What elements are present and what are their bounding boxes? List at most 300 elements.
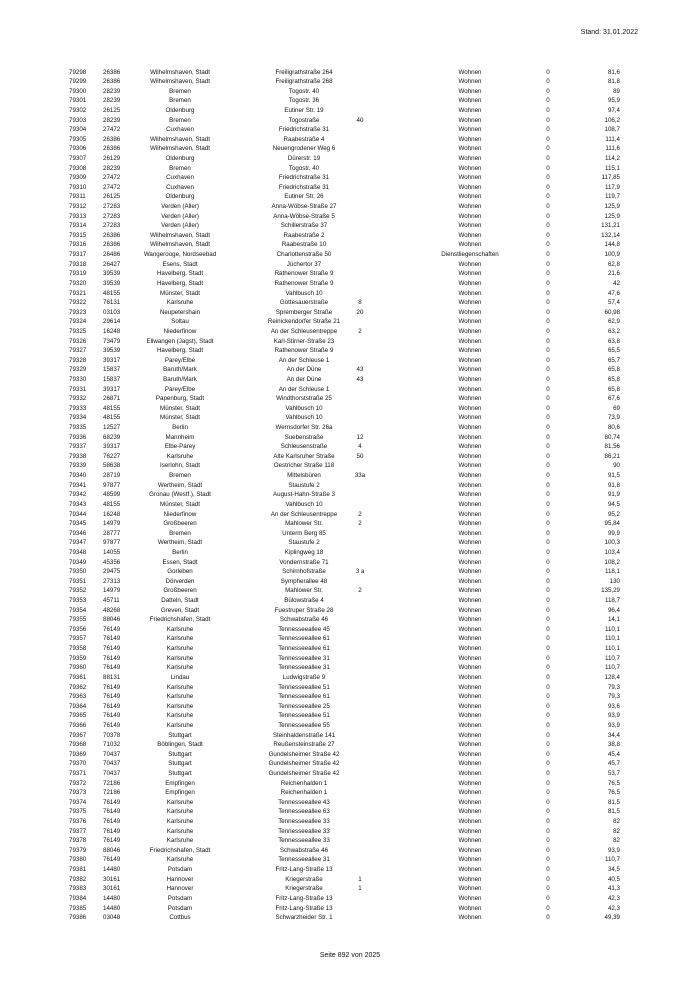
cell-postal-code: 28777 xyxy=(103,529,121,537)
table-row xyxy=(66,365,640,375)
cell-street: Bülowstraße 4 xyxy=(284,597,324,605)
cell-flag: 0 xyxy=(546,904,550,912)
cell-postal-code: 26486 xyxy=(103,251,121,259)
cell-postal-code: 76149 xyxy=(103,635,121,643)
cell-area: 132,14 xyxy=(601,231,620,239)
cell-usage: Wohnen xyxy=(458,568,482,576)
cell-city: Hannover xyxy=(166,885,194,893)
table-row xyxy=(66,471,640,481)
cell-street: Tennesseeallee 31 xyxy=(278,654,330,662)
cell-usage: Wohnen xyxy=(458,760,482,768)
cell-usage: Wohnen xyxy=(458,616,482,624)
cell-flag: 0 xyxy=(546,174,550,182)
cell-area: 69 xyxy=(613,404,620,412)
cell-flag: 0 xyxy=(546,356,550,364)
cell-postal-code: 26386 xyxy=(103,241,121,249)
table-row xyxy=(66,308,640,318)
cell-city: Großbeeren xyxy=(163,520,197,528)
cell-flag: 0 xyxy=(546,87,550,95)
cell-street: Tennesseeallee 31 xyxy=(278,856,330,864)
table-row xyxy=(66,87,640,97)
cell-city: Böblingen, Stadt xyxy=(157,741,203,749)
cell-usage: Wohnen xyxy=(458,203,482,211)
table-row xyxy=(66,250,640,260)
cell-street: Freiligrathstraße 264 xyxy=(275,68,333,76)
cell-usage: Dienstliegenschaften xyxy=(441,251,499,259)
cell-row-id: 79339 xyxy=(69,462,87,470)
cell-usage: Wohnen xyxy=(458,894,482,902)
cell-street: Mittelsbüren xyxy=(287,472,321,480)
cell-flag: 0 xyxy=(546,702,550,710)
cell-street: Friedrichstraße 31 xyxy=(278,126,330,134)
cell-flag: 0 xyxy=(546,404,550,412)
cell-postal-code: 28719 xyxy=(103,472,121,480)
cell-usage: Wohnen xyxy=(458,356,482,364)
cell-house-number: 43 xyxy=(356,376,364,383)
cell-street: Togostraße xyxy=(288,116,320,124)
cell-area: 110,1 xyxy=(604,635,620,643)
cell-street: Neuengrodener Weg 6 xyxy=(272,145,336,153)
cell-area: 82 xyxy=(613,827,620,835)
cell-postal-code: 48268 xyxy=(103,606,121,614)
cell-street: Schirnhofstraße xyxy=(282,568,326,576)
table-row xyxy=(66,385,640,395)
cell-row-id: 79315 xyxy=(69,231,87,239)
table-row xyxy=(66,337,640,347)
cell-city: Verden (Aller) xyxy=(161,222,199,230)
cell-usage: Wohnen xyxy=(458,376,482,383)
cell-street: Reichenhalden 1 xyxy=(280,789,328,797)
cell-flag: 0 xyxy=(546,673,550,681)
cell-street: Fritz-Lang-Straße 13 xyxy=(275,904,333,912)
cell-area: 100,3 xyxy=(604,539,620,547)
cell-city: Verden (Aller) xyxy=(161,203,199,211)
cell-usage: Wohnen xyxy=(458,462,482,470)
table-row xyxy=(66,855,640,865)
cell-usage: Wohnen xyxy=(458,875,482,883)
cell-usage: Wohnen xyxy=(458,798,482,806)
cell-usage: Wohnen xyxy=(458,126,482,134)
table-row xyxy=(66,240,640,250)
cell-row-id: 79379 xyxy=(69,846,87,854)
table-row xyxy=(66,144,640,154)
cell-street: Kiplingweg 18 xyxy=(284,548,324,556)
table-row xyxy=(66,96,640,106)
cell-postal-code: 48155 xyxy=(103,500,121,508)
table-row xyxy=(66,759,640,769)
cell-street: Staustufe 2 xyxy=(288,539,320,547)
cell-postal-code: 48155 xyxy=(103,404,121,412)
cell-flag: 0 xyxy=(546,625,550,633)
cell-flag: 0 xyxy=(546,520,550,528)
cell-row-id: 79369 xyxy=(69,750,87,758)
table-row xyxy=(66,798,640,808)
cell-flag: 0 xyxy=(546,712,550,720)
cell-city: Stuttgart xyxy=(168,760,192,768)
table-row xyxy=(66,779,640,789)
cell-area: 97,4 xyxy=(607,106,620,114)
cell-city: Cuxhaven xyxy=(166,126,194,134)
cell-usage: Wohnen xyxy=(458,702,482,710)
table-row xyxy=(66,452,640,462)
cell-house-number: 8 xyxy=(358,299,362,307)
cell-area: 118,7 xyxy=(604,597,620,605)
cell-row-id: 79361 xyxy=(69,673,87,681)
cell-city: Wilhelmshaven, Stadt xyxy=(150,68,210,76)
cell-flag: 0 xyxy=(546,885,550,893)
cell-postal-code: 76149 xyxy=(103,808,121,816)
cell-flag: 0 xyxy=(546,126,550,134)
cell-area: 110,7 xyxy=(604,654,620,662)
cell-area: 108,7 xyxy=(604,126,620,134)
cell-city: Baruth/Mark xyxy=(163,376,197,383)
cell-usage: Wohnen xyxy=(458,116,482,124)
cell-usage: Wohnen xyxy=(458,779,482,787)
cell-usage: Wohnen xyxy=(458,856,482,864)
cell-city: Wilhelmshaven, Stadt xyxy=(150,78,210,86)
table-row xyxy=(66,567,640,577)
cell-area: 103,4 xyxy=(604,548,620,556)
cell-city: Greven, Stadt xyxy=(160,606,200,614)
cell-usage: Wohnen xyxy=(458,606,482,614)
cell-row-id: 79323 xyxy=(69,308,87,316)
cell-postal-code: 28239 xyxy=(103,87,121,95)
cell-city: Karlsruhe xyxy=(166,683,194,691)
cell-flag: 0 xyxy=(546,693,550,701)
cell-city: Gorleben xyxy=(167,568,193,576)
cell-postal-code: 70437 xyxy=(103,769,121,777)
cell-postal-code: 27283 xyxy=(103,212,121,220)
cell-usage: Wohnen xyxy=(458,481,482,489)
cell-postal-code: 73479 xyxy=(103,337,121,345)
cell-area: 91,9 xyxy=(607,491,620,499)
cell-city: Karlsruhe xyxy=(166,654,194,662)
cell-usage: Wohnen xyxy=(458,424,482,432)
cell-street: An der Schleusentreppe xyxy=(270,510,338,518)
cell-row-id: 79367 xyxy=(69,731,87,739)
cell-flag: 0 xyxy=(546,548,550,556)
cell-city: Karlsruhe xyxy=(166,818,194,826)
cell-street: Tennesseeallee 61 xyxy=(278,645,330,653)
cell-street: Mahlower Str. xyxy=(285,587,323,595)
cell-postal-code: 26871 xyxy=(103,395,121,403)
table-row xyxy=(66,183,640,193)
cell-postal-code: 14480 xyxy=(103,904,121,912)
cell-city: Hannover xyxy=(166,875,194,883)
cell-city: Havelberg, Stadt xyxy=(156,270,204,278)
cell-postal-code: 70437 xyxy=(103,760,121,768)
cell-row-id: 79384 xyxy=(69,894,87,902)
table-row xyxy=(66,807,640,817)
cell-postal-code: 28239 xyxy=(103,116,121,124)
cell-city: Münster, Stadt xyxy=(160,414,200,422)
cell-postal-code: 76149 xyxy=(103,702,121,710)
cell-usage: Wohnen xyxy=(458,299,482,307)
cell-city: Friedrichshafen, Stadt xyxy=(149,846,211,854)
cell-street: Reußensteinstraße 27 xyxy=(273,741,335,749)
cell-flag: 0 xyxy=(546,577,550,585)
cell-row-id: 79376 xyxy=(69,818,87,826)
cell-street: Fritz-Lang-Straße 13 xyxy=(275,866,333,874)
cell-usage: Wohnen xyxy=(458,750,482,758)
table-row xyxy=(66,77,640,87)
cell-street: Tennesseeallee 43 xyxy=(278,798,330,806)
cell-row-id: 79378 xyxy=(69,837,87,845)
cell-city: Bremen xyxy=(169,87,191,95)
cell-postal-code: 48155 xyxy=(103,289,121,297)
cell-row-id: 79346 xyxy=(69,529,87,537)
cell-row-id: 79353 xyxy=(69,597,87,605)
cell-usage: Wohnen xyxy=(458,241,482,249)
table-row xyxy=(66,317,640,327)
table-row xyxy=(66,135,640,145)
cell-row-id: 79317 xyxy=(69,251,87,259)
table-row xyxy=(66,202,640,212)
cell-street: Charlottenstraße 50 xyxy=(276,251,332,259)
cell-flag: 0 xyxy=(546,433,550,441)
table-row xyxy=(66,673,640,683)
cell-usage: Wohnen xyxy=(458,174,482,182)
cell-area: 49,39 xyxy=(604,914,620,922)
cell-postal-code: 27472 xyxy=(103,174,121,182)
cell-flag: 0 xyxy=(546,866,550,874)
cell-city: Ellwangen (Jagst), Stadt xyxy=(146,337,214,345)
cell-city: Bremen xyxy=(169,116,191,124)
cell-row-id: 79386 xyxy=(69,914,87,922)
cell-flag: 0 xyxy=(546,145,550,153)
cell-flag: 0 xyxy=(546,231,550,239)
cell-usage: Wohnen xyxy=(458,520,482,528)
cell-street: Eutiner Str. 19 xyxy=(284,106,324,114)
cell-usage: Wohnen xyxy=(458,846,482,854)
table-row xyxy=(66,731,640,741)
table-row xyxy=(66,433,640,443)
table-row xyxy=(66,913,640,923)
cell-street: Schleusenstraße xyxy=(280,443,328,451)
cell-street: Fritz-Lang-Straße 13 xyxy=(275,894,333,902)
cell-house-number: 3 a xyxy=(355,568,365,576)
cell-street: Reichenhalden 1 xyxy=(280,779,328,787)
cell-flag: 0 xyxy=(546,491,550,499)
table-row xyxy=(66,625,640,635)
cell-street: Spremberger Straße xyxy=(275,308,333,316)
cell-city: Karlsruhe xyxy=(166,693,194,701)
stand-date: Stand: 31.01.2022 xyxy=(580,29,638,36)
cell-usage: Wohnen xyxy=(458,721,482,729)
cell-flag: 0 xyxy=(546,308,550,316)
cell-street: Tennesseeallee 61 xyxy=(278,635,330,643)
cell-usage: Wohnen xyxy=(458,558,482,566)
cell-usage: Wohnen xyxy=(458,404,482,412)
cell-city: Iserlohn, Stadt xyxy=(160,462,200,470)
cell-area: 110,7 xyxy=(604,856,620,864)
cell-area: 63,2 xyxy=(607,327,620,335)
cell-city: Elbe-Parey xyxy=(164,443,196,451)
cell-flag: 0 xyxy=(546,510,550,518)
cell-city: Oldenburg xyxy=(165,106,195,114)
cell-flag: 0 xyxy=(546,318,550,326)
cell-area: 34,5 xyxy=(607,866,620,874)
table-row xyxy=(66,116,640,126)
cell-usage: Wohnen xyxy=(458,212,482,220)
cell-postal-code: 28239 xyxy=(103,97,121,105)
cell-area: 65,5 xyxy=(607,347,620,355)
cell-flag: 0 xyxy=(546,856,550,864)
cell-area: 93,9 xyxy=(607,721,620,729)
cell-area: 90 xyxy=(613,462,620,470)
cell-usage: Wohnen xyxy=(458,270,482,278)
cell-area: 144,8 xyxy=(604,241,620,249)
cell-flag: 0 xyxy=(546,539,550,547)
cell-postal-code: 14055 xyxy=(103,548,121,556)
cell-city: Wilhelmshaven, Stadt xyxy=(150,241,210,249)
cell-flag: 0 xyxy=(546,366,550,374)
cell-postal-code: 03103 xyxy=(103,308,121,316)
cell-street: Unterm Berg 85 xyxy=(282,529,326,537)
cell-row-id: 79347 xyxy=(69,539,87,547)
cell-row-id: 79363 xyxy=(69,693,87,701)
cell-city: Stuttgart xyxy=(168,750,192,758)
table-row xyxy=(66,894,640,904)
cell-flag: 0 xyxy=(546,395,550,403)
cell-row-id: 79300 xyxy=(69,87,87,95)
table-row xyxy=(66,221,640,231)
cell-flag: 0 xyxy=(546,914,550,922)
cell-city: Potsdam xyxy=(167,894,193,902)
cell-row-id: 79364 xyxy=(69,702,87,710)
cell-postal-code: 26129 xyxy=(103,154,121,162)
cell-street: Tennesseeallee 45 xyxy=(278,625,330,633)
cell-city: Neupetershain xyxy=(159,308,201,316)
cell-usage: Wohnen xyxy=(458,645,482,653)
cell-row-id: 79348 xyxy=(69,548,87,556)
cell-house-number: 1 xyxy=(358,875,362,883)
cell-area: 111,6 xyxy=(605,145,620,153)
cell-postal-code: 30161 xyxy=(103,885,121,893)
cell-usage: Wohnen xyxy=(458,222,482,230)
table-row xyxy=(66,413,640,423)
cell-postal-code: 14480 xyxy=(103,894,121,902)
cell-city: Karlsruhe xyxy=(166,827,194,835)
cell-street: Eutiner Str. 26 xyxy=(284,193,324,201)
cell-house-number: 20 xyxy=(356,308,364,316)
cell-row-id: 79328 xyxy=(69,356,87,364)
cell-city: Potsdam xyxy=(167,904,193,912)
cell-row-id: 79340 xyxy=(69,472,87,480)
table-row xyxy=(66,289,640,299)
cell-city: Soltau xyxy=(171,318,189,326)
cell-flag: 0 xyxy=(546,683,550,691)
cell-flag: 0 xyxy=(546,279,550,287)
cell-street: An der Schleusentreppe xyxy=(270,327,338,335)
cell-area: 34,4 xyxy=(607,731,620,739)
cell-flag: 0 xyxy=(546,837,550,845)
cell-street: Vahlbusch 10 xyxy=(285,500,323,508)
cell-usage: Wohnen xyxy=(458,539,482,547)
cell-street: Tennesseeallee 33 xyxy=(278,837,330,845)
cell-area: 82 xyxy=(613,837,620,845)
cell-house-number: 2 xyxy=(358,327,362,335)
cell-flag: 0 xyxy=(546,472,550,480)
table-row xyxy=(66,596,640,606)
cell-usage: Wohnen xyxy=(458,472,482,480)
cell-area: 73,9 xyxy=(607,414,620,422)
cell-usage: Wohnen xyxy=(458,347,482,355)
cell-postal-code: 26386 xyxy=(103,231,121,239)
cell-usage: Wohnen xyxy=(458,818,482,826)
table-row xyxy=(66,529,640,539)
cell-area: 125,9 xyxy=(604,212,620,220)
cell-flag: 0 xyxy=(546,654,550,662)
cell-row-id: 79322 xyxy=(69,299,87,307)
cell-street: Mahlower Str. xyxy=(285,520,323,528)
cell-row-id: 79368 xyxy=(69,741,87,749)
cell-postal-code: 76227 xyxy=(103,452,121,460)
cell-area: 79,3 xyxy=(607,683,620,691)
cell-area: 62,8 xyxy=(607,260,620,268)
cell-street: Rathenower Straße 9 xyxy=(274,279,334,287)
cell-city: Wertheim, Stadt xyxy=(157,539,203,547)
cell-row-id: 79332 xyxy=(69,395,87,403)
cell-city: Karlsruhe xyxy=(166,837,194,845)
property-table xyxy=(66,68,640,923)
cell-city: Wilhelmshaven, Stadt xyxy=(150,231,210,239)
cell-area: 38,8 xyxy=(607,741,620,749)
cell-usage: Wohnen xyxy=(458,327,482,335)
cell-street: Vahlbusch 10 xyxy=(285,414,323,422)
cell-city: Potsdam xyxy=(167,866,193,874)
cell-usage: Wohnen xyxy=(458,78,482,86)
cell-street: Schwabstraße 46 xyxy=(279,616,329,624)
cell-postal-code: 27313 xyxy=(103,577,121,585)
cell-street: Tennesseeallee 55 xyxy=(278,721,330,729)
cell-usage: Wohnen xyxy=(458,433,482,441)
cell-usage: Wohnen xyxy=(458,885,482,893)
cell-flag: 0 xyxy=(546,664,550,672)
cell-city: Berlin xyxy=(172,548,188,556)
cell-street: Oestricher Straße 118 xyxy=(273,462,335,470)
cell-usage: Wohnen xyxy=(458,318,482,326)
table-row xyxy=(66,683,640,693)
cell-usage: Wohnen xyxy=(458,673,482,681)
cell-city: Karlsruhe xyxy=(166,808,194,816)
cell-usage: Wohnen xyxy=(458,452,482,460)
cell-house-number: 2 xyxy=(358,587,362,595)
cell-row-id: 79337 xyxy=(69,443,87,451)
cell-row-id: 79381 xyxy=(69,866,87,874)
cell-area: 65,8 xyxy=(607,376,620,383)
cell-row-id: 79314 xyxy=(69,222,87,230)
cell-postal-code: 14979 xyxy=(103,520,121,528)
cell-flag: 0 xyxy=(546,251,550,259)
cell-city: Oldenburg xyxy=(165,193,195,201)
cell-flag: 0 xyxy=(546,721,550,729)
cell-street: Friedrichstraße 31 xyxy=(278,174,330,182)
cell-city: Karlsruhe xyxy=(166,452,194,460)
table-row xyxy=(66,577,640,587)
cell-flag: 0 xyxy=(546,203,550,211)
cell-postal-code: 16248 xyxy=(103,510,121,518)
cell-city: Münster, Stadt xyxy=(160,404,200,412)
cell-street: Rathenower Straße 9 xyxy=(274,270,334,278)
cell-street: Tennesseeallee 33 xyxy=(278,818,330,826)
cell-row-id: 79344 xyxy=(69,510,87,518)
table-row xyxy=(66,346,640,356)
cell-row-id: 79306 xyxy=(69,145,87,153)
cell-row-id: 79335 xyxy=(69,424,87,432)
cell-flag: 0 xyxy=(546,116,550,124)
cell-postal-code: 88046 xyxy=(103,846,121,854)
